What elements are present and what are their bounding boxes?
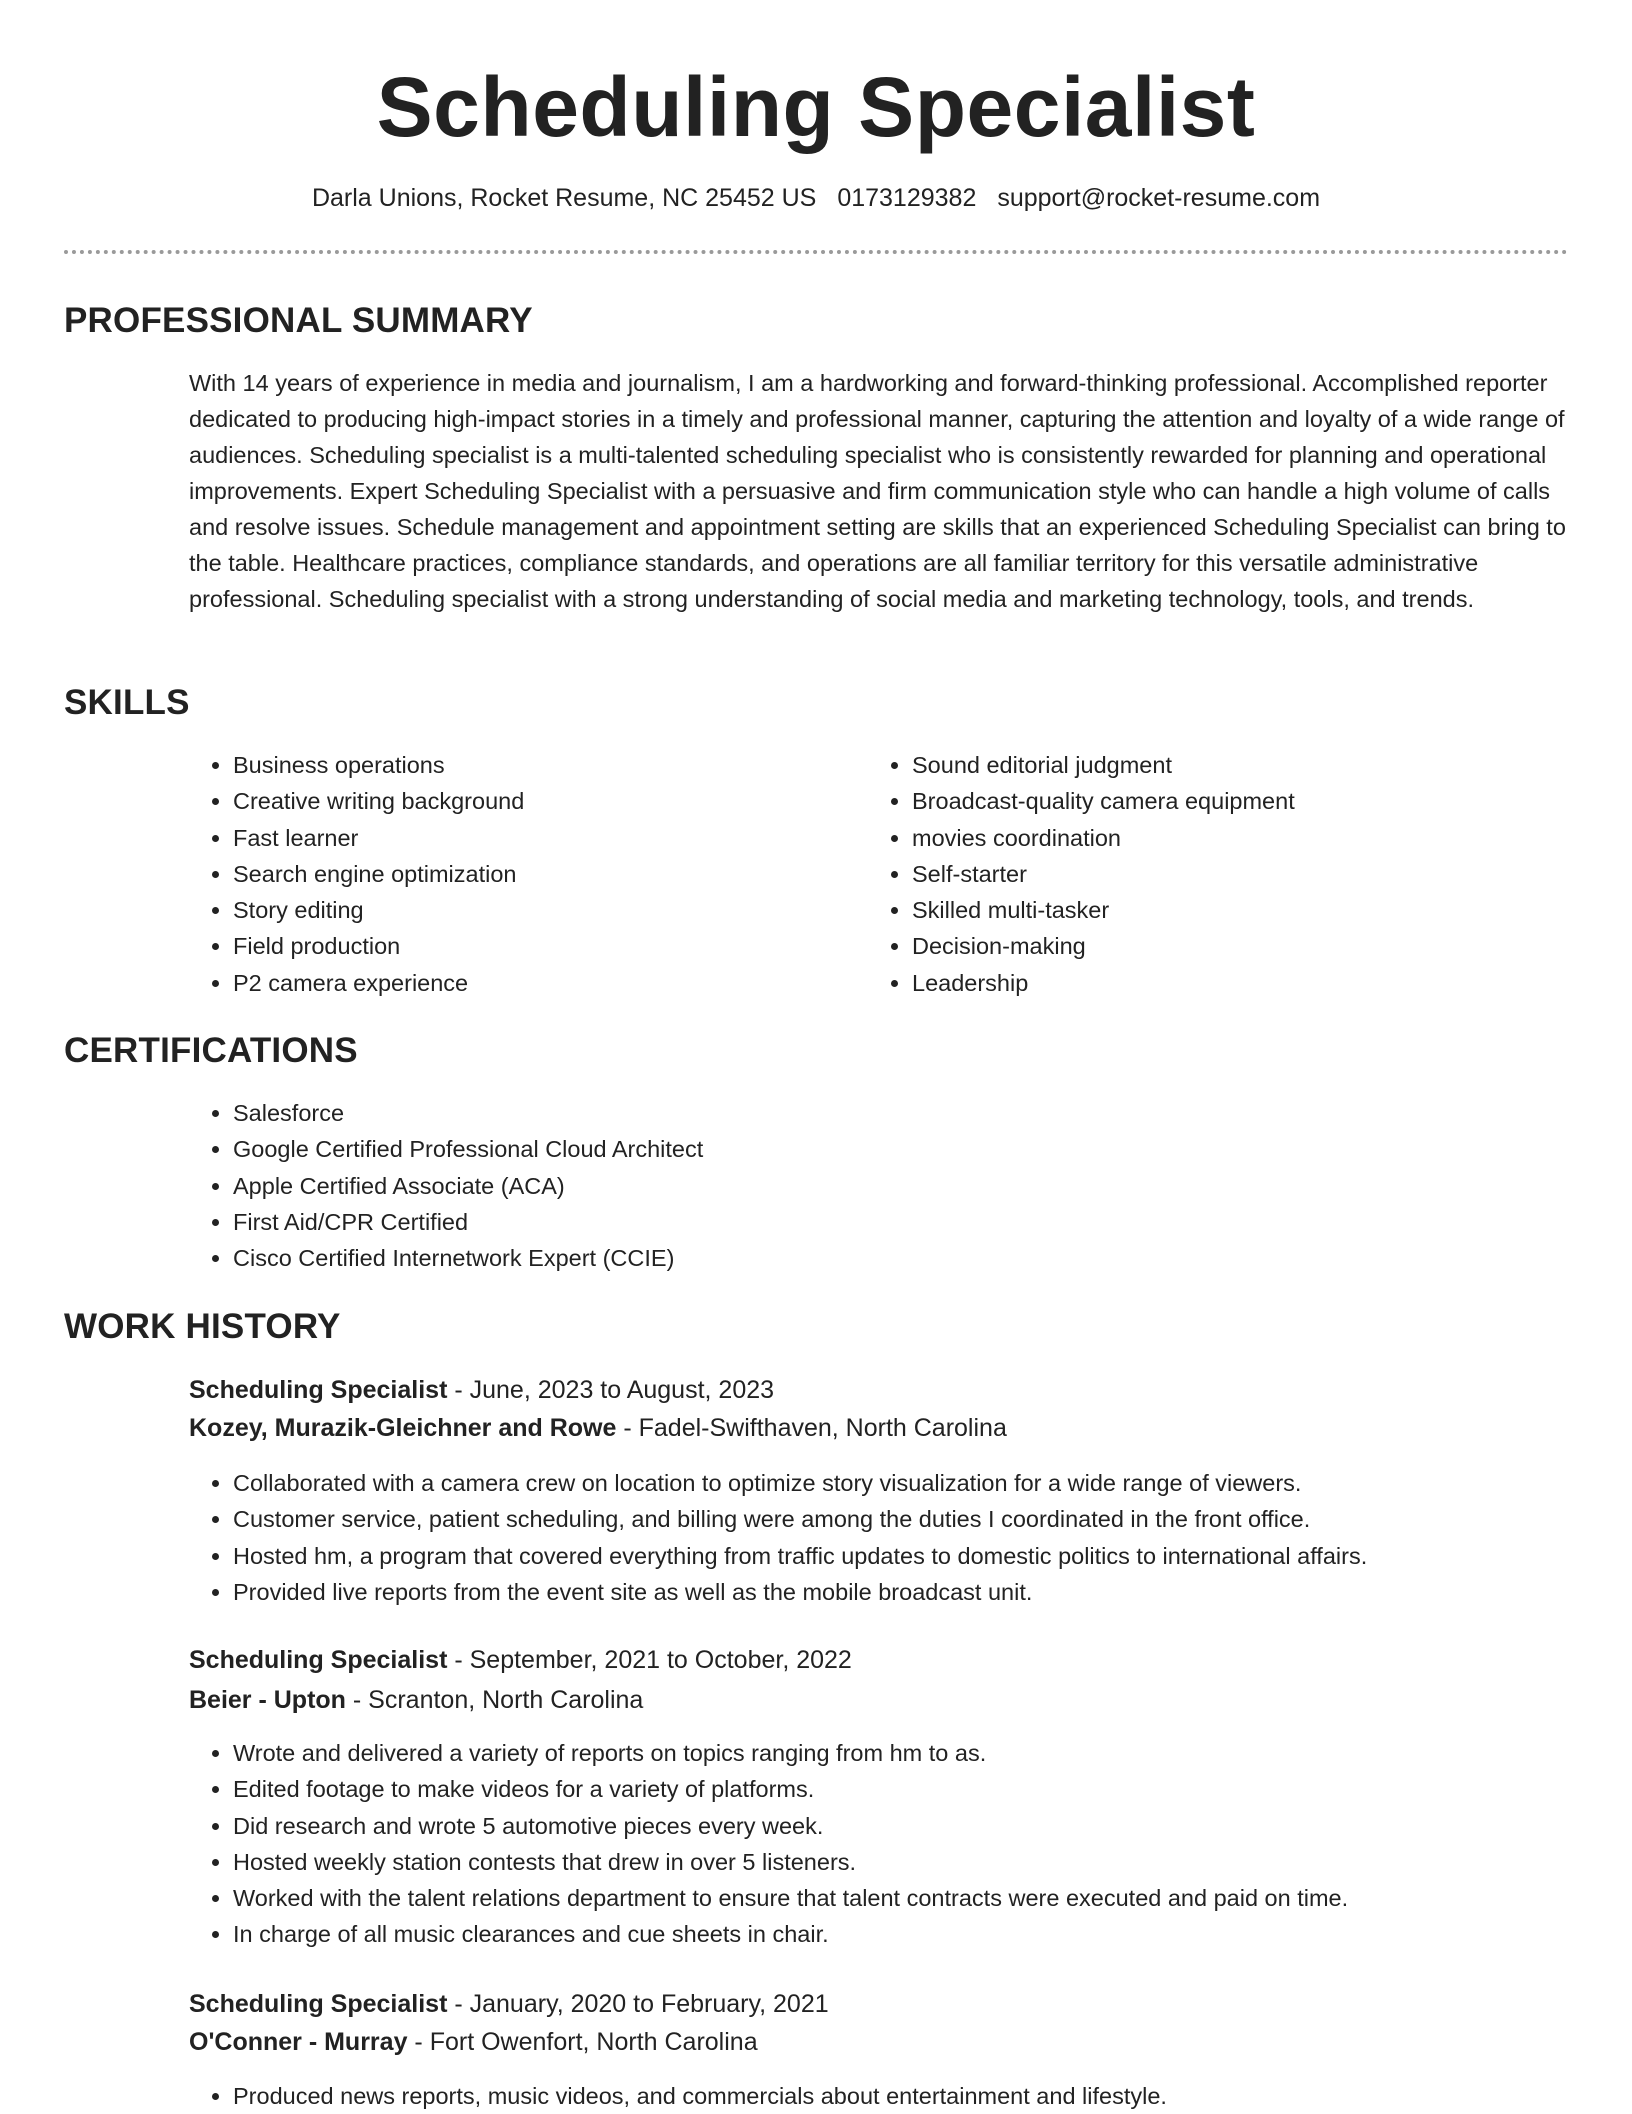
skill-item: • Fast learner xyxy=(233,820,833,856)
contact-email: support@rocket-resume.com xyxy=(997,184,1321,212)
skill-item: • Creative writing background xyxy=(233,783,833,819)
job-company-line xyxy=(189,1681,643,1719)
job-bullet: • Hosted weekly station contests that drew in over 5 listeners. xyxy=(233,1844,1593,1880)
job-bullet: • Edited footage to make videos for a variety of platforms. xyxy=(233,1771,1593,1807)
skill-item: • movies coordination xyxy=(912,820,1552,856)
skill-item: • Self-starter xyxy=(912,856,1552,892)
skill-item: • Leadership xyxy=(912,965,1552,1001)
job-bullet: • In charge of all music clearances and cue sheets in chair. xyxy=(233,1916,1593,1952)
summary-text: With 14 years of experience in media and journalism, I am a hardworking and forward-thinking professional. Accomplished reporter dedicated to producing high-impact stories in a timely and professional manner, capturing the attention and loyalty of a wide range of audiences. Scheduling specialist is a multi-talented scheduling specialist who is consistently rewarded for planning and operational improvements. Expert Scheduling Specialist with a persuasive and firm communication style who can handle a high volume of calls and resolve issues. Schedule management and appointment setting are skills that an experienced Scheduling Specialist can bring to the table. Healthcare practices, compliance standards, and operations are all familiar territory for this versatile administrative professional. Scheduling specialist with a strong understanding of social media and marketing technology, tools, and trends. xyxy=(189,370,1566,612)
skill-item: • Sound editorial judgment xyxy=(912,747,1552,783)
job-title: Scheduling Specialist xyxy=(189,1990,448,2018)
job-title: Scheduling Specialist xyxy=(189,1376,448,1404)
job-bullet: • Collaborated with a camera crew on location to optimize story visualization for a wide range of viewers. xyxy=(233,1465,1593,1501)
job-dates: - June, 2023 to August, 2023 xyxy=(447,1376,775,1404)
certifications-list xyxy=(189,1095,1533,1276)
job-bullet: • Provided live reports from the event site as well as the mobile broadcast unit. xyxy=(233,1574,1593,1610)
certification-item: • Google Certified Professional Cloud Architect xyxy=(233,1131,1533,1167)
job-location: - Scranton, North Carolina xyxy=(345,1686,644,1714)
job-bullets xyxy=(189,2078,1593,2114)
skill-item: • Search engine optimization xyxy=(233,856,833,892)
job-location: - Fadel-Swifthaven, North Carolina xyxy=(616,1414,1007,1442)
skill-item: • P2 camera experience xyxy=(233,965,833,1001)
job-bullets xyxy=(189,1735,1593,1953)
job-company: Beier - Upton xyxy=(189,1686,346,1714)
header-divider xyxy=(64,250,1568,254)
job-bullet: • Wrote and delivered a variety of reports on topics ranging from hm to as. xyxy=(233,1735,1593,1771)
job-company-line xyxy=(189,2023,758,2061)
contact-address: Darla Unions, Rocket Resume, NC 25452 US xyxy=(311,184,817,212)
work-history-heading: WORK HISTORY xyxy=(64,1307,341,1346)
certification-item: • First Aid/CPR Certified xyxy=(233,1204,1533,1240)
certification-item: • Cisco Certified Internetwork Expert (CCIE) xyxy=(233,1240,1533,1276)
job-company-line xyxy=(189,1409,1007,1447)
skill-item: • Broadcast-quality camera equipment xyxy=(912,783,1552,819)
summary-heading: PROFESSIONAL SUMMARY xyxy=(64,301,533,340)
contact-phone: 0173129382 xyxy=(837,184,977,212)
job-dates: - January, 2020 to February, 2021 xyxy=(447,1990,829,2018)
job-dates: - September, 2021 to October, 2022 xyxy=(447,1646,852,1674)
job-bullet: • Did research and wrote 5 automotive pieces every week. xyxy=(233,1808,1593,1844)
job-company: O'Conner - Murray xyxy=(189,2028,408,2056)
job-title: Scheduling Specialist xyxy=(189,1646,448,1674)
job-title-line xyxy=(189,1985,829,2023)
skills-list-right xyxy=(868,747,1552,1001)
certification-item: • Salesforce xyxy=(233,1095,1533,1131)
certification-item: • Apple Certified Associate (ACA) xyxy=(233,1168,1533,1204)
job-company: Kozey, Murazik-Gleichner and Rowe xyxy=(189,1414,617,1442)
certifications-heading: CERTIFICATIONS xyxy=(64,1031,358,1070)
skill-item: • Business operations xyxy=(233,747,833,783)
job-bullet: • Worked with the talent relations department to ensure that talent contracts were executed and paid on time. xyxy=(233,1880,1593,1916)
skills-heading: SKILLS xyxy=(64,683,190,722)
skill-item: • Decision-making xyxy=(912,928,1552,964)
skill-item: • Story editing xyxy=(233,892,833,928)
job-bullet: • Customer service, patient scheduling, and billing were among the duties I coordinated in the front office. xyxy=(233,1501,1593,1537)
job-location: - Fort Owenfort, North Carolina xyxy=(407,2028,758,2056)
skills-list-left xyxy=(189,747,833,1001)
job-title-line xyxy=(189,1641,852,1679)
job-title-line xyxy=(189,1371,774,1409)
skill-item: • Field production xyxy=(233,928,833,964)
job-bullet: • Produced news reports, music videos, and commercials about entertainment and lifestyle. xyxy=(233,2078,1593,2114)
job-bullet: • Hosted hm, a program that covered everything from traffic updates to domestic politics to international affairs. xyxy=(233,1538,1593,1574)
resume-title: Scheduling Specialist xyxy=(376,60,1256,154)
contact-line xyxy=(0,180,1632,216)
job-bullets xyxy=(189,1465,1593,1610)
skill-item: • Skilled multi-tasker xyxy=(912,892,1552,928)
